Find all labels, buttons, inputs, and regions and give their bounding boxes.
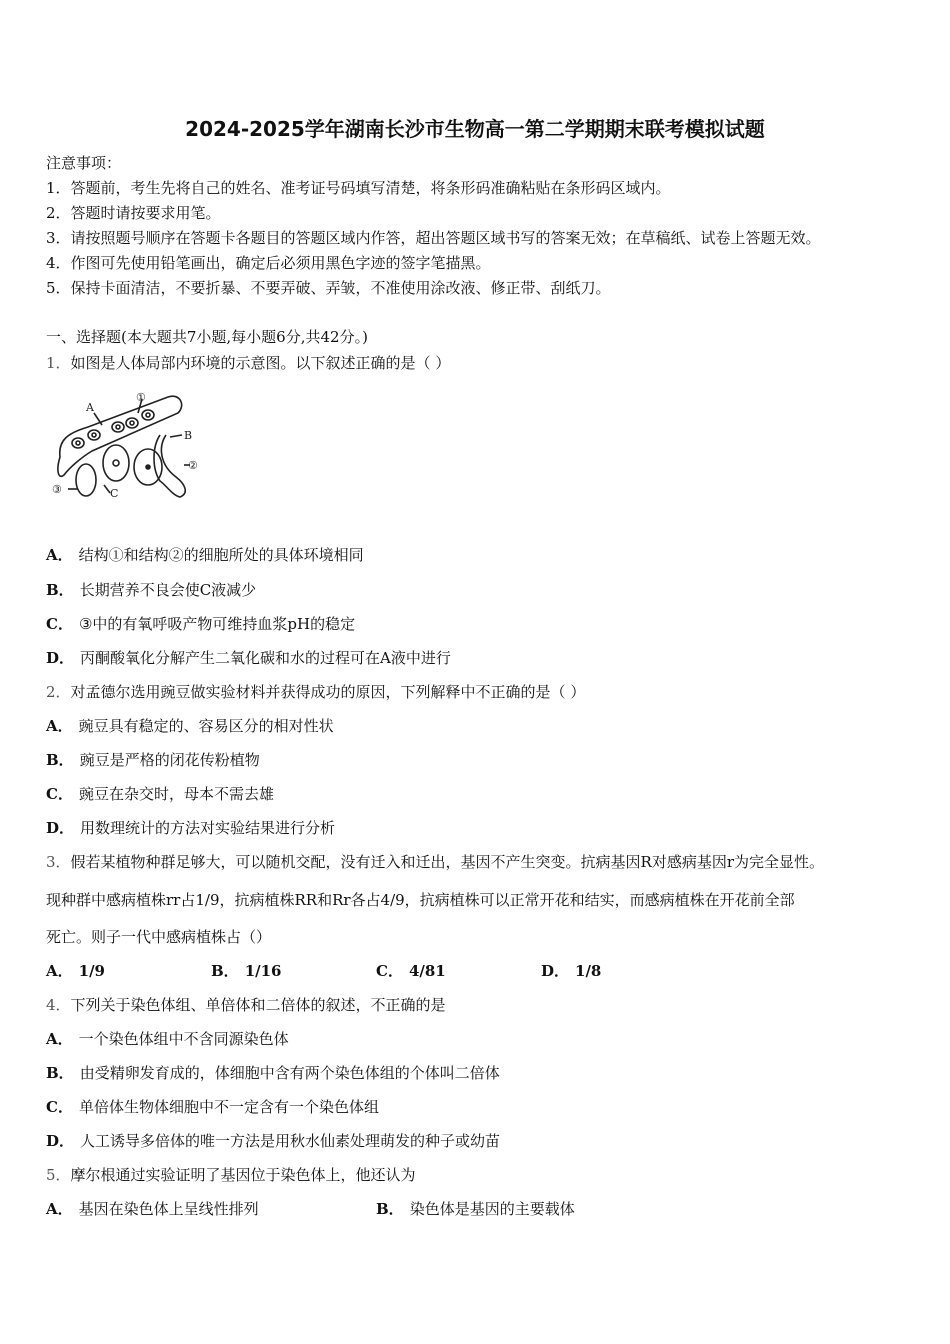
option-b [376, 1198, 575, 1219]
option-label: A． [46, 717, 73, 735]
option-text: 结构①和结构②的细胞所处的具体环境相同 [78, 546, 364, 564]
option-label: D． [541, 962, 570, 980]
option-text: ③中的有氧呼吸产物可维持血浆pH的稳定 [78, 615, 356, 633]
option-text: 丙酮酸氧化分解产生二氧化碳和水的过程可在A液中进行 [80, 649, 451, 667]
option-text: 1/8 [575, 962, 602, 980]
inner-environment-figure [48, 385, 208, 505]
option-c [46, 783, 274, 804]
option-label: B． [46, 751, 74, 769]
option-b [211, 960, 281, 981]
option-b [46, 579, 256, 600]
question-number: 4． [46, 996, 71, 1014]
figure-label-a: A [86, 401, 94, 414]
option-a [46, 960, 105, 981]
option-d [46, 1130, 500, 1151]
option-b [46, 1062, 500, 1083]
option-c [46, 613, 355, 634]
option-a [46, 1028, 289, 1049]
question-text: 对孟德尔选用豌豆做实验材料并获得成功的原因，下列解释中不正确的是（ ） [70, 683, 586, 701]
section-heading: 一、选择题(本大题共7小题,每小题6分,共42分。) [46, 328, 368, 346]
figure-label-1: ① [136, 391, 146, 404]
question-3-stem-line3: 死亡。则子一代中感病植株占（） [46, 928, 272, 946]
option-text: 由受精卵发育成的，体细胞中含有两个染色体组的个体叫二倍体 [79, 1064, 500, 1082]
option-c [46, 1096, 379, 1117]
option-label: A． [46, 1030, 73, 1048]
notice-item: 2．答题时请按要求用笔。 [46, 204, 221, 222]
option-text: 染色体是基因的主要载体 [409, 1200, 575, 1218]
option-label: A． [46, 962, 73, 980]
option-text: 1/16 [244, 962, 282, 980]
notice-item: 3．请按照题号顺序在答题卡各题目的答题区域内作答，超出答题区域书写的答案无效；在草稿纸、试卷上答题无效。 [46, 229, 821, 247]
question-text: 摩尔根通过实验证明了基因位于染色体上，他还认为 [70, 1166, 416, 1184]
option-text: 长期营养不良会使C液减少 [79, 581, 257, 599]
option-label: B． [211, 962, 239, 980]
option-text: 基因在染色体上呈线性排列 [78, 1200, 259, 1218]
option-a [46, 1198, 259, 1219]
option-text: 1/9 [78, 962, 105, 980]
option-label: C． [376, 962, 403, 980]
notice-item: 4．作图可先使用铅笔画出，确定后必须用黑色字迹的签字笔描黑。 [46, 254, 491, 272]
option-label: B． [46, 581, 74, 599]
option-text: 4/81 [408, 962, 446, 980]
question-3-stem [46, 851, 824, 872]
option-d [541, 960, 601, 981]
option-label: D． [46, 1132, 75, 1150]
option-text: 豌豆具有稳定的、容易区分的相对性状 [78, 717, 334, 735]
figure-label-b: B [184, 429, 193, 442]
option-text: 一个染色体组中不含同源染色体 [78, 1030, 289, 1048]
option-b [46, 749, 260, 770]
figure-label-c: C [110, 487, 119, 500]
option-label: C． [46, 1098, 73, 1116]
option-label: C． [46, 615, 73, 633]
option-label: D． [46, 819, 75, 837]
question-2-stem [46, 681, 585, 702]
option-label: B． [46, 1064, 74, 1082]
notice-item: 1．答题前，考生先将自己的姓名、准考证号码填写清楚，将条形码准确粘贴在条形码区域内。 [46, 179, 671, 197]
option-text: 豌豆是严格的闭花传粉植物 [79, 751, 260, 769]
figure-label-2: ② [188, 459, 198, 472]
question-3-stem-line2: 现种群中感病植株rr占1/9，抗病植株RR和Rr各占4/9，抗病植株可以正常开花和结实，而感病植株在开花前全部 [46, 891, 795, 909]
option-label: A． [46, 546, 73, 564]
question-5-stem [46, 1164, 416, 1185]
option-c [376, 960, 446, 981]
figure-label-3: ③ [52, 483, 62, 496]
option-a [46, 544, 364, 565]
option-label: D． [46, 649, 75, 667]
option-label: B． [376, 1200, 404, 1218]
option-text: 人工诱导多倍体的唯一方法是用秋水仙素处理萌发的种子或幼苗 [80, 1132, 501, 1150]
option-text: 用数理统计的方法对实验结果进行分析 [80, 819, 336, 837]
question-number: 1． [46, 354, 71, 372]
notice-item: 5．保持卡面清洁，不要折暴、不要弄破、弄皱，不准使用涂改液、修正带、刮纸刀。 [46, 279, 611, 297]
question-number: 5． [46, 1166, 71, 1184]
option-d [46, 647, 451, 668]
question-text: 下列关于染色体组、单倍体和二倍体的叙述，不正确的是 [70, 996, 446, 1014]
question-text: 如图是人体局部内环境的示意图。以下叙述正确的是（ ） [70, 354, 451, 372]
question-text: 假若某植物种群足够大，可以随机交配，没有迁入和迁出，基因不产生突变。抗病基因R对感病基因r为完全显性。 [70, 853, 825, 871]
option-d [46, 817, 335, 838]
page-title: 2024-2025学年湖南长沙市生物高一第二学期期末联考模拟试题 [185, 117, 765, 141]
notice-heading: 注意事项： [46, 154, 122, 172]
option-text: 单倍体生物体细胞中不一定含有一个染色体组 [78, 1098, 379, 1116]
option-label: A． [46, 1200, 73, 1218]
question-1-stem [46, 352, 450, 373]
option-a [46, 715, 334, 736]
option-text: 豌豆在杂交时，母本不需去雄 [78, 785, 274, 803]
option-label: C． [46, 785, 73, 803]
question-number: 3． [46, 853, 71, 871]
question-4-stem [46, 994, 446, 1015]
question-number: 2． [46, 683, 71, 701]
